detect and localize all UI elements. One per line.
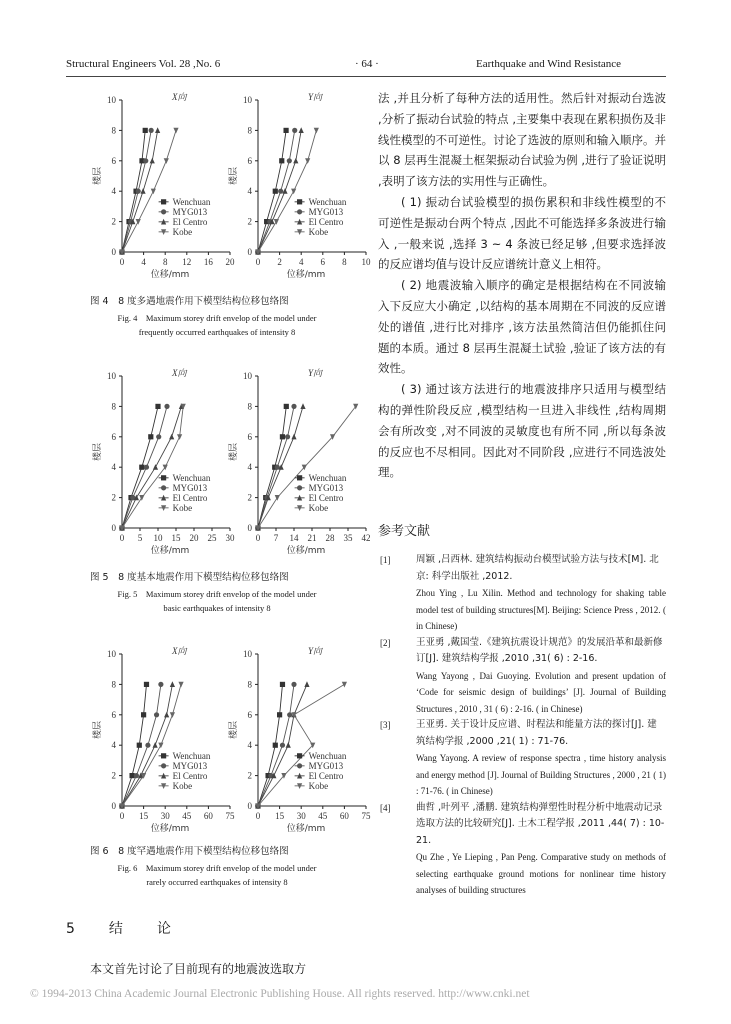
data-point-circle — [144, 465, 149, 470]
y-tick-label: 6 — [247, 431, 252, 442]
legend-label: El Centro — [308, 770, 344, 781]
reference-number: [3] — [380, 720, 391, 730]
reference-cn: 曲哲 ,叶列平 ,潘鹏. 建筑结构弹塑性时程分析中地震动记录选取方法的比较研究[J]. 土木工程学报 ,2011 ,44( 7) : 10-21. — [416, 801, 665, 846]
legend-label: MYG013 — [172, 760, 208, 771]
x-tick-label: 45 — [318, 811, 328, 821]
x-tick-label: 7 — [273, 533, 279, 543]
y-tick-label: 8 — [111, 679, 116, 690]
data-point-triangle — [286, 742, 291, 748]
figure-6-caption-en — [72, 861, 362, 889]
y-axis-label: 楼层 — [229, 720, 239, 740]
y-tick-label: 10 — [107, 95, 116, 105]
y-axis-label: 楼层 — [93, 442, 103, 462]
data-point-triangle — [304, 681, 309, 687]
caption-line: frequently occurred earthquakes of intensity 8 — [138, 327, 296, 337]
x-tick-label: 21 — [307, 533, 317, 543]
y-tick-label: 0 — [111, 523, 116, 533]
y-tick-label: 0 — [247, 247, 252, 257]
running-header-right: Earthquake and Wind Resistance — [476, 58, 622, 70]
data-point-circle — [297, 485, 302, 490]
x-tick-label: 15 — [139, 811, 149, 821]
y-axis-label: 楼层 — [93, 166, 103, 186]
x-tick-label: 15 — [171, 533, 181, 543]
data-point-triangle — [291, 434, 296, 440]
reference-number: [1] — [380, 555, 391, 565]
legend-label: Wenchuan — [172, 196, 211, 207]
figure-5-chart — [80, 364, 370, 562]
data-point-triangle-down — [305, 158, 310, 164]
data-point-triangle-down — [173, 128, 178, 134]
legend-label: El Centro — [308, 492, 344, 503]
reference-en: Wang Yayong , Dai Guoying. Evolution and present updation of ‘Code for seismic design of buildings’ [J]. Journal of Building Structures , 2010 , 31 ( 6) : 2-16. ( in Chinese) — [416, 670, 666, 714]
data-point-square — [139, 465, 144, 470]
x-axis-label: 位移/mm — [150, 824, 190, 834]
figure-6-caption-cn: 图 6 8 度罕遇地震作用下模型结构位移包络图 — [90, 846, 289, 857]
x-tick-label: 35 — [343, 533, 353, 543]
x-tick-label: 0 — [119, 533, 125, 543]
x-tick-label: 30 — [160, 811, 170, 821]
x-tick-label: 30 — [296, 811, 306, 821]
x-tick-label: 10 — [153, 533, 163, 543]
data-point-circle — [280, 743, 285, 748]
y-tick-label: 4 — [247, 462, 252, 473]
x-tick-label: 42 — [361, 533, 371, 543]
x-tick-label: 8 — [162, 257, 168, 267]
data-point-triangle — [300, 403, 305, 409]
x-tick-label: 8 — [342, 257, 347, 267]
data-point-square — [143, 128, 148, 133]
panel-title: X向 — [172, 92, 187, 102]
paragraph: ( 2) 地震波输入顺序的确定是根据结构在不同波输入下反应大小确定 ,以结构的基本周期在不同波的反应谱处的谱值 ,进行比对排序 ,该方法虽然简洁但仍能抓住问题的本质。通过 8 层再生混凝土试验 ,验证了该方法的有效性。 — [378, 278, 666, 376]
data-point-circle — [287, 158, 292, 163]
legend-label: Kobe — [308, 226, 329, 237]
data-point-square — [137, 743, 142, 748]
data-point-triangle — [153, 464, 158, 470]
panel-title: Y向 — [308, 92, 323, 102]
series-wenchuan — [255, 404, 288, 531]
x-tick-label: 10 — [361, 257, 371, 267]
legend — [295, 197, 347, 237]
y-tick-label: 6 — [247, 709, 252, 720]
legend-label: Wenchuan — [172, 472, 211, 483]
reference-cn: 王亚勇. 关于设计反应谱、时程法和能量方法的探讨[J]. 建筑结构学报 ,2000 ,21( 1) : 71-76. — [416, 719, 657, 747]
reference-en: Qu Zhe , Ye Lieping , Pan Peng. Comparative study on methods of selecting earthquake ground motions for nonlinear time history analyses of building structures — [416, 852, 666, 895]
data-point-triangle-down — [291, 189, 296, 195]
data-point-square — [155, 404, 160, 409]
x-tick-label: 75 — [225, 811, 235, 821]
data-point-circle — [158, 682, 163, 687]
caption-line: rarely occurred earthquakes of intensity 8 — [146, 877, 288, 887]
page-number: · 64 · — [355, 58, 379, 70]
panel-title: X向 — [172, 368, 187, 378]
data-point-circle — [278, 189, 283, 194]
y-tick-label: 0 — [111, 247, 116, 257]
x-tick-label: 25 — [207, 533, 217, 543]
x-tick-label: 0 — [119, 257, 125, 267]
y-tick-label: 4 — [247, 740, 252, 751]
y-tick-label: 8 — [247, 679, 252, 690]
data-point-triangle — [169, 434, 174, 440]
conclusion-intro: 本文首先讨论了目前现有的地震波选取方 — [90, 962, 307, 976]
x-tick-label: 0 — [255, 811, 261, 821]
data-point-triangle-down — [164, 158, 169, 164]
y-tick-label: 2 — [247, 492, 252, 503]
y-tick-label: 2 — [247, 770, 252, 781]
data-point-triangle-down — [314, 128, 319, 134]
legend-label: MYG013 — [308, 206, 344, 217]
y-tick-label: 4 — [247, 186, 252, 197]
x-tick-label: 0 — [255, 533, 261, 543]
data-point-triangle-down — [158, 743, 163, 749]
paragraph: ( 3) 通过该方法进行的地震波排序只适用与模型结构的弹性阶段反应 ,模型结构一旦进入非线性 ,结构周期会有所改变 ,对不同波的灵敏度也有所不同 ,所以每条波的反应也不尽相同。因此对不同阶段 ,应进行不同选波处理。 — [378, 382, 666, 480]
x-tick-label: 14 — [289, 533, 299, 543]
data-point-circle — [154, 712, 159, 717]
panel-x — [91, 368, 235, 556]
x-tick-label: 0 — [255, 257, 261, 267]
data-point-triangle — [299, 127, 304, 133]
reference-number: [4] — [380, 802, 391, 813]
data-point-triangle — [140, 188, 145, 194]
data-point-triangle — [170, 681, 175, 687]
copyright-footer: © 1994-2013 China Academic Journal Electronic Publishing House. All rights reserved. http://www.cnki.net — [30, 988, 530, 1000]
reference-en: Zhou Ying , Lu Xilin. Method and technology for shaking table model test of building structures[M]. Beijing: Science Press , 2012. ( in Chinese) — [416, 588, 666, 631]
data-point-circle — [164, 404, 169, 409]
series-kobe — [255, 404, 358, 531]
data-point-circle — [287, 712, 292, 717]
data-point-square — [141, 712, 146, 717]
legend-label: El Centro — [308, 216, 344, 227]
data-point-triangle-down — [170, 712, 175, 718]
data-point-triangle-down — [136, 219, 141, 225]
data-point-triangle — [293, 158, 298, 164]
panel-title: Y向 — [308, 368, 323, 378]
reference-list — [378, 552, 666, 899]
data-point-triangle-down — [178, 682, 183, 688]
legend-label: El Centro — [172, 492, 208, 503]
data-point-square — [297, 475, 302, 480]
y-tick-label: 2 — [111, 770, 116, 781]
data-point-circle — [161, 485, 166, 490]
caption-line: Fig. 4 Maximum storey drift envelop of the model under — [117, 313, 317, 323]
data-point-square — [277, 712, 282, 717]
data-point-square — [144, 682, 149, 687]
reference-cn: 王亚勇 ,戴国莹.《建筑抗震设计规范》的发展沿革和最新修订[J]. 建筑结构学报 ,2010 ,31( 6) : 2-16. — [416, 636, 663, 664]
legend — [295, 751, 347, 791]
data-point-square — [279, 158, 284, 163]
series-myg013 — [255, 404, 296, 531]
series-line — [258, 684, 282, 806]
series-line — [258, 684, 344, 806]
legend-label: Kobe — [308, 780, 329, 791]
data-point-triangle — [150, 158, 155, 164]
y-tick-label: 10 — [107, 371, 116, 381]
caption-line: Fig. 5 Maximum storey drift envelop of the model under — [117, 589, 317, 599]
x-tick-label: 12 — [182, 257, 192, 267]
x-tick-label: 15 — [275, 811, 285, 821]
legend — [295, 473, 347, 513]
x-tick-label: 20 — [189, 533, 199, 543]
data-point-triangle-down — [342, 682, 347, 688]
x-tick-label: 20 — [225, 257, 235, 267]
y-tick-label: 4 — [111, 462, 116, 473]
x-axis-label: 位移/mm — [286, 270, 326, 280]
paragraph: 法 ,并且分析了每种方法的适用性。然后针对振动台选波 ,分析了振动台试验的特点 ,主要集中表现在累积损伤及非线性模型的不可逆性。讨论了选波的原则和输入顺序。并以 8 层再生混凝土框架振动台试验为例 ,进行了验证说明 ,表明了该方法的实用性与正确性。 — [378, 91, 666, 189]
series-myg013 — [119, 128, 153, 255]
x-axis-label: 位移/mm — [150, 270, 190, 280]
y-axis-label: 楼层 — [229, 166, 239, 186]
x-tick-label: 16 — [203, 257, 213, 267]
data-point-square — [280, 682, 285, 687]
data-point-square — [297, 753, 302, 758]
reference-number: [2] — [380, 637, 391, 648]
section-title: 5 结 论 — [66, 921, 181, 937]
figure-4-chart — [80, 88, 370, 286]
legend-label: El Centro — [172, 216, 208, 227]
legend-label: Wenchuan — [308, 472, 347, 483]
figure-4-caption-en — [72, 311, 362, 339]
data-point-square — [161, 199, 166, 204]
data-point-circle — [285, 434, 290, 439]
panel-y — [227, 368, 371, 556]
x-tick-label: 60 — [339, 811, 349, 821]
legend-label: Kobe — [308, 502, 329, 513]
data-point-circle — [297, 209, 302, 214]
data-point-square — [148, 434, 153, 439]
y-tick-label: 4 — [111, 186, 116, 197]
data-point-circle — [134, 773, 139, 778]
y-tick-label: 8 — [247, 125, 252, 136]
y-tick-label: 8 — [111, 401, 116, 412]
legend-label: Kobe — [172, 502, 193, 513]
data-point-circle — [156, 434, 161, 439]
data-point-circle — [291, 404, 296, 409]
x-axis-label: 位移/mm — [286, 546, 326, 556]
data-point-circle — [161, 209, 166, 214]
legend-label: Kobe — [172, 226, 193, 237]
legend — [159, 473, 211, 513]
series-wenchuan — [119, 682, 149, 809]
legend-label: Wenchuan — [308, 196, 347, 207]
series-line — [122, 684, 146, 806]
reference-item — [378, 717, 666, 800]
x-tick-label: 4 — [141, 257, 146, 267]
header-rule — [66, 76, 666, 77]
data-point-square — [283, 128, 288, 133]
x-tick-label: 60 — [203, 811, 213, 821]
y-tick-label: 0 — [111, 801, 116, 811]
data-point-triangle-down — [177, 434, 182, 440]
panel-title: Y向 — [308, 646, 323, 656]
legend-label: MYG013 — [308, 760, 344, 771]
data-point-square — [280, 434, 285, 439]
references-title: 参考文献 — [378, 524, 431, 539]
reference-cn: 周颖 ,吕西林. 建筑结构振动台模型试验方法与技术[M]. 北京: 科学出版社 ,2012. — [416, 554, 659, 582]
y-tick-label: 4 — [111, 740, 116, 751]
data-point-square — [161, 475, 166, 480]
y-tick-label: 10 — [243, 95, 252, 105]
figure-5-caption-en — [72, 587, 362, 615]
data-point-circle — [291, 682, 296, 687]
legend — [159, 197, 211, 237]
legend-label: Wenchuan — [172, 750, 211, 761]
data-point-triangle-down — [151, 189, 156, 195]
data-point-square — [161, 753, 166, 758]
x-tick-label: 4 — [298, 257, 304, 267]
x-tick-label: 30 — [225, 533, 235, 543]
data-point-triangle — [164, 712, 169, 718]
reference-item — [378, 635, 666, 718]
y-tick-label: 6 — [111, 155, 116, 166]
data-point-circle — [161, 763, 166, 768]
data-point-circle — [145, 743, 150, 748]
data-point-square — [297, 199, 302, 204]
series-line — [122, 130, 176, 252]
x-tick-label: 5 — [137, 533, 143, 543]
running-header-left: Structural Engineers Vol. 28 ,No. 6 — [66, 58, 221, 70]
y-tick-label: 6 — [111, 431, 116, 442]
x-tick-label: 28 — [325, 533, 335, 543]
caption-line: basic earthquakes of intensity 8 — [163, 603, 271, 613]
reference-item — [378, 800, 666, 899]
y-tick-label: 6 — [247, 155, 252, 166]
x-tick-label: 6 — [320, 257, 326, 267]
legend-label: Kobe — [172, 780, 193, 791]
x-tick-label: 75 — [361, 811, 371, 821]
y-tick-label: 10 — [243, 649, 252, 659]
panel-x — [91, 646, 235, 834]
panel-y — [227, 92, 371, 280]
y-tick-label: 10 — [107, 649, 116, 659]
y-axis-label: 楼层 — [93, 720, 103, 740]
conclusion-body — [378, 88, 666, 483]
figure-6-chart — [80, 642, 370, 840]
y-tick-label: 8 — [111, 125, 116, 136]
legend-label: El Centro — [172, 770, 208, 781]
legend-label: Wenchuan — [308, 750, 347, 761]
data-point-circle — [136, 189, 141, 194]
x-tick-label: 0 — [119, 811, 125, 821]
legend — [159, 751, 211, 791]
figure-5-caption-cn: 图 5 8 度基本地震作用下模型结构位移包络图 — [90, 572, 289, 583]
data-point-triangle — [155, 127, 160, 133]
y-tick-label: 10 — [243, 371, 252, 381]
data-point-circle — [297, 763, 302, 768]
data-point-circle — [292, 128, 297, 133]
panel-y — [227, 646, 371, 834]
y-tick-label: 0 — [247, 801, 252, 811]
y-tick-label: 2 — [247, 216, 252, 227]
x-tick-label: 45 — [182, 811, 192, 821]
data-point-circle — [149, 128, 154, 133]
reference-en: Wang Yayong. A review of response spectra , time history analysis and energy method [J]. Journal of Building Structures , 2000 , 21 ( 1) : 71-76. ( in Chinese) — [416, 753, 666, 796]
x-axis-label: 位移/mm — [150, 546, 190, 556]
series-kobe — [255, 682, 347, 809]
figure-4-caption-cn: 图 4 8 度多遇地震作用下模型结构位移包络图 — [90, 296, 289, 307]
data-point-square — [273, 743, 278, 748]
legend-label: MYG013 — [308, 482, 344, 493]
y-tick-label: 8 — [247, 401, 252, 412]
y-tick-label: 2 — [111, 216, 116, 227]
paragraph: ( 1) 振动台试验模型的损伤累积和非线性模型的不可逆性是振动台两个特点 ,因此不可能选择多条波进行输入 ,一般来说 ,选择 3 ~ 4 条波已经足够 ,但要求选择波的反应谱均值与设计反应谱统计意义上相符。 — [378, 194, 666, 272]
y-axis-label: 楼层 — [229, 442, 239, 462]
panel-title: X向 — [172, 646, 187, 656]
data-point-circle — [143, 158, 148, 163]
legend-label: MYG013 — [172, 482, 208, 493]
data-point-square — [284, 404, 289, 409]
y-tick-label: 2 — [111, 492, 116, 503]
y-tick-label: 0 — [247, 523, 252, 533]
x-axis-label: 位移/mm — [286, 824, 326, 834]
caption-line: Fig. 6 Maximum storey drift envelop of the model under — [117, 863, 317, 873]
data-point-triangle — [153, 742, 158, 748]
legend-label: MYG013 — [172, 206, 208, 217]
series-kobe — [119, 128, 178, 255]
data-point-square — [273, 189, 278, 194]
panel-x — [91, 92, 235, 280]
reference-item — [378, 552, 666, 635]
x-tick-label: 2 — [277, 257, 282, 267]
y-tick-label: 6 — [111, 709, 116, 720]
